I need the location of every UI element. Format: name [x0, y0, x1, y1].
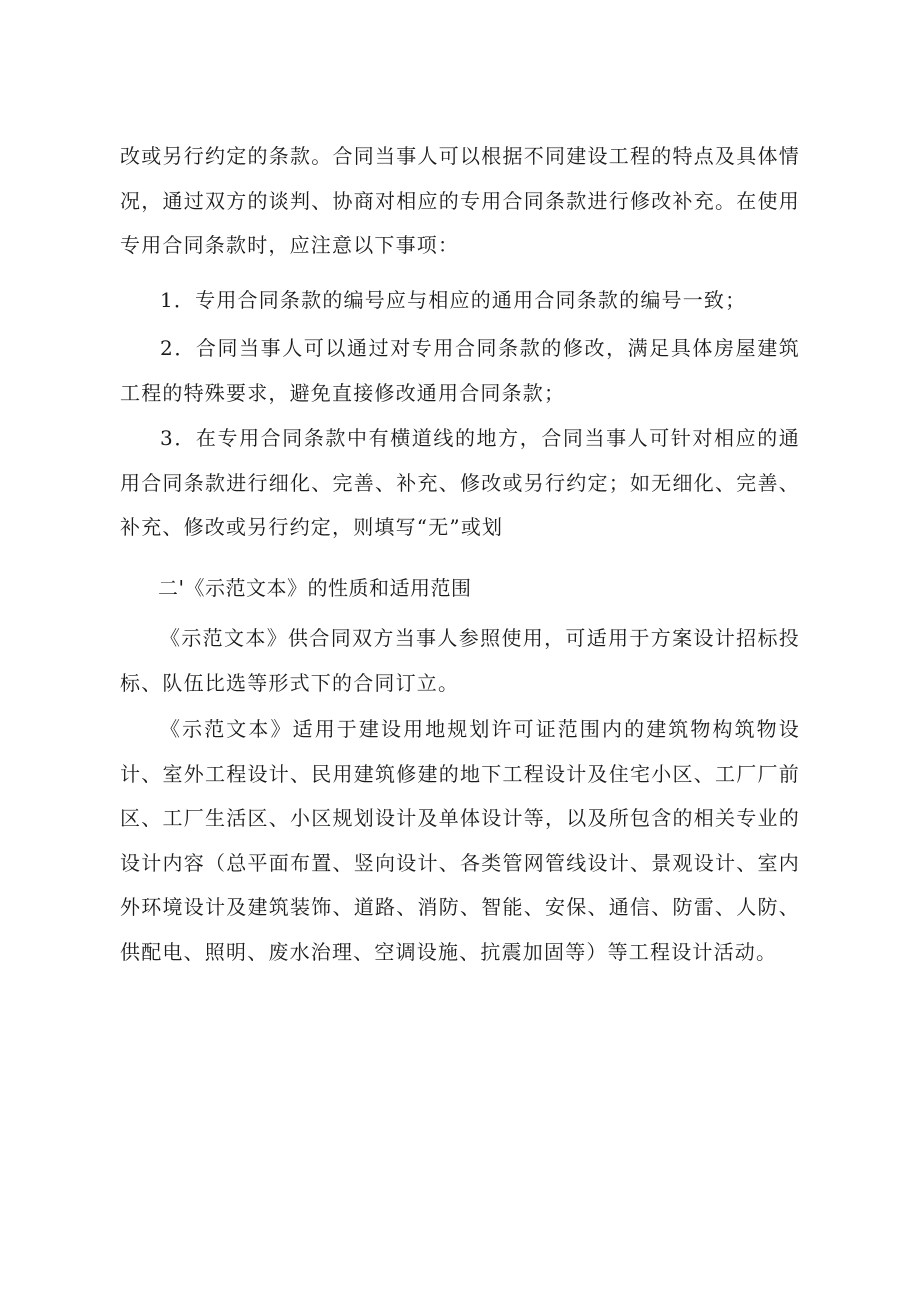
list-item-1: 1．专用合同条款的编号应与相应的通用合同条款的编号一致； [160, 288, 747, 312]
section-heading: 二'《示范文本》的性质和适用范围 [158, 576, 472, 600]
list-item-2: 2．合同当事人可以通过对专用合同条款的修改，满足具体房屋建筑工程的特殊要求，避免直接修改通用合同条款； [120, 336, 800, 405]
paragraph-scope: 《示范文本》适用于建设用地规划许可证范围内的建筑物构筑物设计、室外工程设计、民用建筑修建的地下工程设计及住宅小区、工厂厂前区、工厂生活区、小区规划设计及单体设计等，以及所包含的相关专业的设计内容（总平面布置、竖向设计、各类管网管线设计、景观设计、室内外环境设计及建筑装饰、道路、消防、智能、安保、通信、防雷、人防、供配电、照明、废水治理、空调设施、抗震加固等）等工程设计活动。 [120, 717, 800, 964]
list-item-3: 3．在专用合同条款中有横道线的地方，合同当事人可针对相应的通用合同条款进行细化、完善、补充、修改或另行约定；如无细化、完善、补充、修改或另行约定，则填写“无”或划 [120, 426, 800, 539]
paragraph-usage: 《示范文本》供合同双方当事人参照使用，可适用于方案设计招标投标、队伍比选等形式下的合同订立。 [120, 626, 800, 695]
paragraph-intro: 改或另行约定的条款。合同当事人可以根据不同建设工程的特点及具体情况，通过双方的谈判、协商对相应的专用合同条款进行修改补充。在使用专用合同条款时，应注意以下事项： [120, 144, 800, 257]
